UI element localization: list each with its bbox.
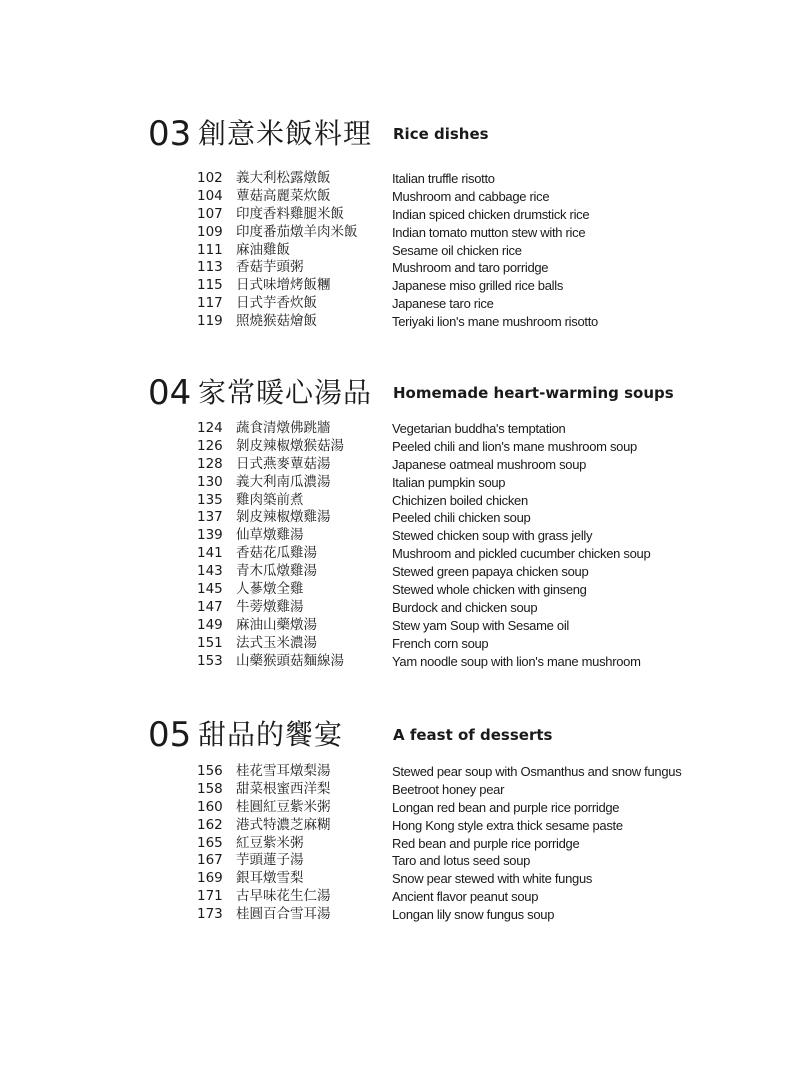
list-item: [0, 492, 800, 510]
recipe-name-zh: 人蔘燉全雞: [236, 581, 304, 598]
list-item: [0, 563, 800, 581]
recipe-name-en: Burdock and chicken soup: [392, 599, 538, 615]
page-number: 160: [197, 798, 223, 815]
recipe-name-en: Japanese miso grilled rice balls: [392, 278, 564, 294]
recipe-name-en: Taro and lotus seed soup: [392, 853, 531, 869]
section-title-en: Rice dishes: [393, 125, 489, 143]
recipe-name-zh: 剝皮辣椒燉猴菇湯: [236, 437, 344, 454]
recipe-name-en: Mushroom and cabbage rice: [392, 188, 550, 204]
recipe-name-zh: 法式玉米濃湯: [236, 634, 317, 651]
list-item: [0, 599, 800, 617]
recipe-name-en: Italian truffle risotto: [392, 171, 495, 186]
recipe-name-zh: 芋頭蓮子湯: [236, 852, 304, 869]
list-item: [0, 799, 800, 817]
recipe-name-en: Sesame oil chicken rice: [392, 242, 522, 258]
recipe-name-en: Teriyaki lion's mane mushroom risotto: [392, 314, 598, 330]
list-item: [0, 259, 800, 277]
page-number: 137: [197, 509, 223, 526]
recipe-name-zh: 義大利南瓜濃湯: [236, 473, 331, 490]
page-number: 124: [197, 420, 223, 436]
page-number: 126: [197, 437, 223, 454]
list-item: [0, 474, 800, 492]
section-title-zh: 創意米飯料理: [198, 117, 373, 150]
list-item: [0, 888, 800, 906]
recipe-name-zh: 照燒猴菇燴飯: [236, 313, 317, 330]
recipe-name-en: Stewed green papaya chicken soup: [392, 564, 589, 580]
section-heading: [148, 373, 788, 413]
recipe-name-zh: 山藥猴頭菇麵線湯: [236, 652, 344, 669]
page-number: 139: [197, 527, 223, 544]
list-item: [0, 313, 800, 331]
section-title-zh: 甜品的饗宴: [198, 718, 344, 751]
recipe-name-en: Snow pear stewed with white fungus: [392, 871, 593, 887]
page-number: 128: [197, 455, 223, 472]
list-item: [0, 817, 800, 835]
page-number: 109: [197, 223, 223, 240]
recipe-name-en: Peeled chili and lion's mane mushroom soup: [392, 438, 637, 454]
page-number: 169: [197, 870, 223, 887]
recipe-name-zh: 日式芋香炊飯: [236, 295, 317, 312]
recipe-name-en: Stewed pear soup with Osmanthus and snow fungus: [392, 764, 682, 779]
section-heading: [148, 114, 788, 154]
page-number: 171: [197, 888, 223, 905]
section-number: 03: [148, 114, 192, 154]
recipe-name-en: Peeled chili chicken soup: [392, 510, 531, 526]
list-item: [0, 545, 800, 563]
list-item: [0, 581, 800, 599]
page-number: 104: [197, 187, 223, 204]
recipe-name-en: Mushroom and taro porridge: [392, 260, 549, 276]
page-number: 119: [197, 313, 223, 330]
recipe-name-en: Longan red bean and purple rice porridge: [392, 799, 620, 815]
recipe-name-zh: 桂圓紅豆紫米粥: [236, 798, 331, 815]
page-number: 115: [197, 277, 223, 294]
recipe-name-zh: 牛蒡燉雞湯: [236, 598, 304, 615]
list-item: [0, 295, 800, 313]
list-item: [0, 170, 800, 188]
recipe-name-zh: 義大利松露燉飯: [236, 170, 331, 186]
recipe-name-en: Yam noodle soup with lion's mane mushroom: [392, 653, 641, 669]
recipe-name-en: Vegetarian buddha's temptation: [392, 421, 566, 436]
recipe-name-zh: 桂圓百合雪耳湯: [236, 906, 331, 923]
list-item: [0, 242, 800, 260]
section-number: 05: [148, 715, 192, 755]
recipe-name-en: French corn soup: [392, 635, 489, 651]
section-title-zh: 家常暖心湯品: [198, 376, 373, 409]
section-heading: [148, 715, 788, 755]
recipe-name-zh: 桂花雪耳燉梨湯: [236, 763, 331, 779]
recipe-name-en: Stewed chicken soup with grass jelly: [392, 528, 593, 544]
recipe-name-zh: 銀耳燉雪梨: [236, 870, 304, 887]
recipe-name-en: Stewed whole chicken with ginseng: [392, 582, 587, 598]
recipe-name-en: Italian pumpkin soup: [392, 474, 506, 490]
page-number: 102: [197, 170, 223, 186]
recipe-name-zh: 古早味花生仁湯: [236, 888, 331, 905]
page-number: 147: [197, 598, 223, 615]
recipe-name-en: Indian tomato mutton stew with rice: [392, 224, 586, 240]
page-number: 153: [197, 652, 223, 669]
recipe-name-en: Japanese taro rice: [392, 296, 494, 312]
page-number: 151: [197, 634, 223, 651]
recipe-name-zh: 印度香料雞腿米飯: [236, 205, 344, 222]
page-number: 141: [197, 545, 223, 562]
list-item: [0, 852, 800, 870]
list-item: [0, 224, 800, 242]
page-number: 167: [197, 852, 223, 869]
section-number: 04: [148, 373, 192, 413]
page-number: 149: [197, 616, 223, 633]
page-number: 156: [197, 763, 223, 779]
list-item: [0, 438, 800, 456]
list-item: [0, 420, 800, 438]
page-number: 158: [197, 780, 223, 797]
recipe-name-zh: 麻油雞飯: [236, 241, 290, 258]
recipe-name-zh: 日式燕麥蕈菇湯: [236, 455, 331, 472]
recipe-name-en: Longan lily snow fungus soup: [392, 907, 555, 923]
page-number: 162: [197, 816, 223, 833]
list-item: [0, 906, 800, 924]
recipe-name-en: Japanese oatmeal mushroom soup: [392, 456, 587, 472]
list-item: [0, 653, 800, 671]
list-item: [0, 763, 800, 781]
list-item: [0, 870, 800, 888]
page-number: 111: [197, 241, 223, 258]
page-number: 165: [197, 834, 223, 851]
recipe-name-zh: 青木瓜燉雞湯: [236, 563, 317, 580]
recipe-name-zh: 剝皮辣椒燉雞湯: [236, 509, 331, 526]
recipe-list: [0, 763, 800, 924]
list-item: [0, 456, 800, 474]
recipe-list: [0, 420, 800, 670]
page-number: 145: [197, 581, 223, 598]
recipe-list: [0, 170, 800, 331]
recipe-name-zh: 日式味增烤飯糰: [236, 277, 331, 294]
page-number: 113: [197, 259, 223, 276]
list-item: [0, 206, 800, 224]
page-number: 173: [197, 906, 223, 923]
list-item: [0, 781, 800, 799]
list-item: [0, 635, 800, 653]
recipe-name-zh: 麻油山藥燉湯: [236, 616, 317, 633]
list-item: [0, 188, 800, 206]
recipe-name-en: Mushroom and pickled cucumber chicken soup: [392, 546, 651, 562]
list-item: [0, 509, 800, 527]
page-number: 130: [197, 473, 223, 490]
section-title-en: A feast of desserts: [393, 726, 553, 744]
recipe-name-zh: 印度番茄燉羊肉米飯: [236, 223, 358, 240]
recipe-name-en: Hong Kong style extra thick sesame paste: [392, 817, 623, 833]
page-number: 135: [197, 491, 223, 508]
recipe-name-en: Beetroot honey pear: [392, 781, 505, 797]
list-item: [0, 617, 800, 635]
recipe-name-zh: 香菇芋頭粥: [236, 259, 304, 276]
page-number: 143: [197, 563, 223, 580]
page-number: 117: [197, 295, 223, 312]
list-item: [0, 527, 800, 545]
recipe-name-zh: 蕈菇高麗菜炊飯: [236, 187, 331, 204]
list-item: [0, 835, 800, 853]
recipe-name-en: Red bean and purple rice porridge: [392, 835, 580, 851]
recipe-name-en: Indian spiced chicken drumstick rice: [392, 206, 590, 222]
section-title-en: Homemade heart-warming soups: [393, 384, 674, 402]
page-number: 107: [197, 205, 223, 222]
recipe-name-zh: 港式特濃芝麻糊: [236, 816, 331, 833]
recipe-name-zh: 香菇花瓜雞湯: [236, 545, 317, 562]
recipe-name-zh: 仙草燉雞湯: [236, 527, 304, 544]
recipe-name-en: Stew yam Soup with Sesame oil: [392, 617, 569, 633]
recipe-name-en: Ancient flavor peanut soup: [392, 889, 539, 905]
recipe-name-zh: 紅豆紫米粥: [236, 834, 304, 851]
recipe-name-zh: 甜菜根蜜西洋梨: [236, 780, 331, 797]
recipe-name-zh: 雞肉築前煮: [236, 491, 304, 508]
list-item: [0, 277, 800, 295]
recipe-name-zh: 蔬食清燉佛跳牆: [236, 420, 331, 436]
recipe-name-en: Chichizen boiled chicken: [392, 492, 528, 508]
